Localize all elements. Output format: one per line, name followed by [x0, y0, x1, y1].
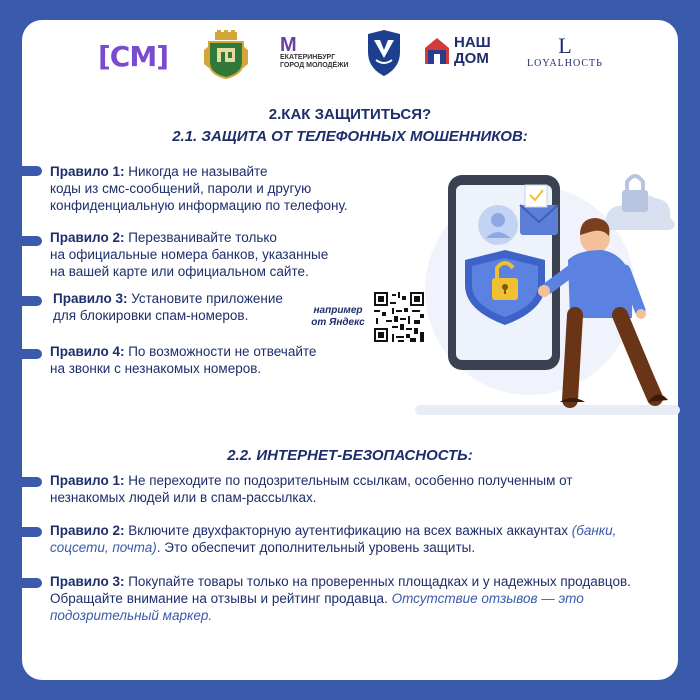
rule-italic: Отсутствие отзывов — это подозрительный маркер.: [50, 591, 584, 623]
section-title: 2.КАК ЗАЩИТИТЬСЯ?: [268, 106, 432, 123]
rule-label: Правило 1:: [50, 473, 125, 488]
partner-logos: [0, 30, 700, 85]
phone-rule-3: [53, 290, 333, 324]
binder-tab: [8, 166, 42, 176]
house-icon: [424, 36, 450, 66]
phone-security-illustration: [410, 150, 680, 425]
rule-label: Правило 1:: [50, 164, 125, 179]
rule-text: Не переходите по подозрительным ссылкам, особенно полученным от незнакомых людей или в спам-рассылках.: [50, 473, 573, 505]
rule-text: на звонки с незнакомых номеров.: [50, 361, 262, 376]
rule-text: Никогда не называйте: [124, 164, 268, 179]
binder-tab: [8, 527, 42, 537]
rule-text: По возможности не отвечайте: [124, 344, 317, 359]
loyal-word: LOYALНОСТЬ: [527, 58, 603, 69]
rule-text: Включите двухфакторную аутентификацию на всех важных аккаунтах: [124, 523, 572, 538]
binder-tab: [8, 477, 42, 487]
rule-text: Перезванивайте только: [124, 230, 277, 245]
rule-text: на официальные номера банков, указанные: [50, 247, 329, 262]
nash-line2: ДОМ: [454, 50, 489, 67]
example-line2: от Яндекс: [311, 317, 365, 328]
internet-rule-2: [50, 522, 660, 556]
rule-text: коды из смс-сообщений, пароли и другую: [50, 181, 312, 196]
rule-text: на вашей карте или официальном сайте.: [50, 264, 309, 279]
ekb-line2: ГОРОД МОЛОДЁЖИ: [280, 62, 349, 69]
rule-label: Правило 3:: [50, 574, 125, 589]
phone-rule-1: [50, 163, 430, 214]
internet-section-title: 2.2. ИНТЕРНЕТ-БЕЗОПАСНОСТЬ:: [227, 447, 473, 464]
rule-text: . Это обеспечит дополнительный уровень защиты.: [156, 540, 476, 555]
phone-section-title: 2.1. ЗАЩИТА ОТ ТЕЛЕФОННЫХ МОШЕННИКОВ:: [172, 128, 528, 145]
sm-logo-text: [СМ]: [98, 40, 169, 73]
rule-text: Покупайте товары только на проверенных площадках и у надежных продавцов. Обращайте внимание на отзывы и рейтинг продавца.: [50, 574, 631, 606]
nash-dom-logo: [424, 35, 491, 67]
internet-rule-1: [50, 472, 650, 506]
internet-rule-3: [50, 573, 660, 624]
rule-label: Правило 2:: [50, 523, 125, 538]
loyal-letter: L: [558, 33, 572, 58]
binder-tab: [8, 296, 42, 306]
ekb-line1: ЕКАТЕРИНБУРГ: [280, 54, 336, 61]
phone-rule-2: [50, 229, 430, 280]
rule-italic: (банки, соцсети, почта): [50, 523, 617, 555]
rule-label: Правило 4:: [50, 344, 125, 359]
sm-logo: [98, 40, 168, 73]
binder-tab: [8, 578, 42, 588]
binder-tab: [8, 236, 42, 246]
ekaterinburg-logo: [280, 36, 350, 70]
rule-text: конфиденциальную информацию по телефону.: [50, 198, 348, 213]
phone-rule-4: [50, 343, 430, 377]
rule-label: Правило 2:: [50, 230, 125, 245]
nash-line1: НАШ: [454, 34, 491, 51]
binder-tab: [8, 349, 42, 359]
coat-of-arms-logo: [203, 30, 249, 80]
rule-text: Установите приложение: [127, 291, 283, 306]
example-line1: например: [313, 305, 363, 316]
rule-text: для блокировки спам-номеров.: [53, 308, 249, 323]
shield-logo: [364, 30, 404, 76]
loyalnost-logo: [527, 34, 603, 69]
example-note: [303, 305, 373, 329]
ekb-mark: М: [280, 34, 297, 56]
rule-label: Правило 3:: [53, 291, 128, 306]
